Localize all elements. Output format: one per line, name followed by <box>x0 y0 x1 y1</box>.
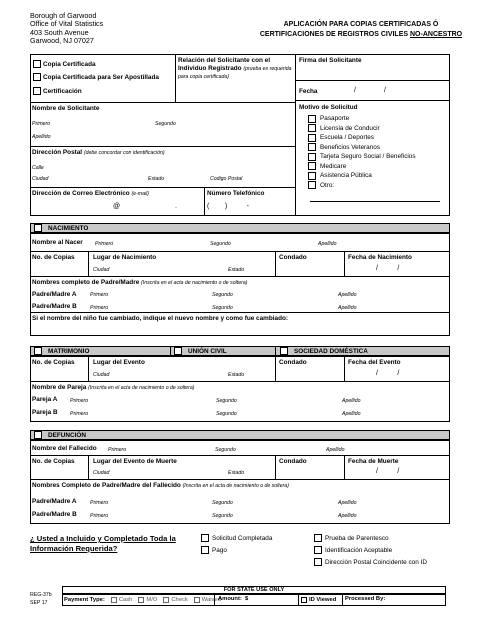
proof-relationship-checkbox[interactable] <box>314 534 322 542</box>
marriage-section-header <box>30 346 450 356</box>
reason-list <box>308 114 416 190</box>
marriage-title: MATRIMONIO <box>48 347 90 355</box>
check-label: Check <box>171 597 188 603</box>
birth-first: Primero <box>95 241 114 247</box>
city-label: Ciudad <box>32 176 49 182</box>
veterans-checkbox[interactable] <box>308 143 316 151</box>
reason-option: Asistencia Pública <box>320 172 372 180</box>
certification-checkbox[interactable] <box>33 87 41 95</box>
completed-form-label: Solicitud Completada <box>212 534 273 542</box>
certified-copy-checkbox[interactable] <box>33 60 41 68</box>
form-id: REG-37b <box>30 592 52 598</box>
couple-a-second: Segundo <box>216 398 237 404</box>
couple-b: Pareja B <box>32 409 58 416</box>
reason-option: Licensia de Conducir <box>320 124 380 132</box>
applicant-name-label: Nombre de Solicitante <box>32 105 100 112</box>
email-at: @ <box>113 203 121 210</box>
payment-type-label: Payment Type: <box>64 597 105 603</box>
birth-section-header <box>30 223 450 233</box>
birth-parent-a-last: Apellido <box>338 292 357 298</box>
deceased-parents-label: Nombres Completo de Padre/Madre del Fallecido (Inscrita en el acta de nacimiento o de soltera) <box>32 482 289 489</box>
marriage-county-label: Condado <box>279 359 307 366</box>
death-county-label: Condado <box>279 458 307 465</box>
office-line: Borough of Garwood <box>30 11 97 20</box>
death-date-label: Fecha de Muerte <box>348 458 399 465</box>
id-viewed-label: ID Viewed <box>309 597 337 603</box>
processed-by-label: Processed By: <box>345 596 386 602</box>
deceased-first: Primero <box>108 447 127 453</box>
signature-label: Firma del Solicitante <box>299 57 362 64</box>
street-label: Calle <box>32 165 44 171</box>
title-line-2 <box>256 30 466 40</box>
birth-state: Estado <box>228 267 245 273</box>
applicant-last-label: Apellido <box>32 134 51 140</box>
deceased-parent-b-last: Apellido <box>338 513 357 519</box>
reason-option: Tarjeta Seguro Social / Beneficios <box>320 153 416 161</box>
office-address <box>30 12 103 46</box>
date-label: Fecha <box>299 88 318 95</box>
couple-a: Pareja A <box>32 396 58 403</box>
form-date: SEP 17 <box>30 600 48 606</box>
id-viewed-checkbox[interactable] <box>301 597 307 603</box>
check-checkbox[interactable] <box>163 597 169 603</box>
birth-date-slashes: / / <box>376 265 400 272</box>
birth-parent-b-last: Apellido <box>338 305 357 311</box>
office-line: Office of Vital Statistics <box>30 19 104 29</box>
birth-parent-a-first: Primero <box>90 292 109 298</box>
license-checkbox[interactable] <box>308 124 316 132</box>
reason-option: Pasaporte <box>320 115 350 123</box>
checklist-question: ¿ Usted a Incluido y Completado Toda la Información Requerida? <box>30 534 176 553</box>
payment-checkbox[interactable] <box>201 546 209 554</box>
birth-county-label: Condado <box>279 254 307 261</box>
birth-parent-a-second: Segundo <box>212 292 233 298</box>
matching-address-checkbox[interactable] <box>314 558 322 566</box>
birth-copies-label: No. de Copias <box>32 254 75 261</box>
zip-label: Codigo Postal <box>210 176 243 182</box>
deceased-parent-a: Padre/Madre A <box>32 498 77 505</box>
other-reason-line <box>310 201 440 202</box>
reason-option: Medicare <box>320 162 347 170</box>
birth-city: Ciudad <box>93 267 110 273</box>
reason-option: Escuela / Deportes <box>320 134 374 142</box>
deceased-name-label: Nombre del Fallecido <box>32 445 97 452</box>
office-line: Garwood, NJ 07027 <box>30 36 94 46</box>
domestic-partnership-title: SOCIEDAD DOMÉSTICA <box>294 347 368 355</box>
title-line-1: APLICACIÓN PARA COPIAS CERTIFICADAS Ó <box>283 21 439 28</box>
payment-label: Pago <box>212 546 227 554</box>
completed-form-checkbox[interactable] <box>201 534 209 542</box>
birth-parent-b: Padre/Madre B <box>32 303 77 310</box>
address-label: Dirección Postal (debe concordar con identificación) <box>32 149 165 156</box>
school-checkbox[interactable] <box>308 134 316 142</box>
birth-name-changed: Si el nombre del niño fue cambiado, indique el nuevo nombre y como fue cambiado: <box>32 315 289 322</box>
birth-parents-label: Nombres completo de Padre/Madre (Inscrita en el acta de nacimiento o de soltera) <box>32 279 248 286</box>
marriage-copies-label: No. de Copias <box>32 359 75 366</box>
state-label: Estado <box>148 176 165 182</box>
date-slash-2: / <box>384 87 386 94</box>
email-label: Dirección de Correo Electrónico (e-mail) <box>32 190 150 197</box>
death-city: Ciudad <box>93 470 110 476</box>
deceased-second: Segundo <box>215 447 236 453</box>
email-dot: . <box>175 203 177 210</box>
death-checkbox[interactable] <box>34 431 42 439</box>
title-prefix: CERTIFICACIONES DE REGISTROS CIVILES <box>259 31 410 38</box>
birth-parent-b-first: Primero <box>90 305 109 311</box>
domestic-partnership-checkbox[interactable] <box>280 347 288 355</box>
birth-name-label: Nombre al Nacer <box>32 239 83 246</box>
birth-second: Segundo <box>210 241 231 247</box>
marriage-checkbox[interactable] <box>34 347 42 355</box>
mo-label: M/O <box>146 597 158 603</box>
deceased-parent-b-second: Segundo <box>212 513 233 519</box>
couple-b-first: Primero <box>70 411 89 417</box>
social-security-checkbox[interactable] <box>308 153 316 161</box>
other-checkbox[interactable] <box>308 181 316 189</box>
deceased-parent-b-first: Primero <box>90 513 109 519</box>
relation-label: Relación del Solicitante con el Individuo Registrado (prueba es requerida para copia certificada) <box>178 57 292 80</box>
marriage-date-label: Fecha del Evento <box>348 359 401 366</box>
birth-parent-b-second: Segundo <box>212 305 233 311</box>
date-slash-1: / <box>354 87 356 94</box>
birth-checkbox[interactable] <box>34 224 42 232</box>
deceased-parent-a-second: Segundo <box>212 500 233 506</box>
marriage-state: Estado <box>228 372 245 378</box>
acceptable-id-label: Identificación Aceptable <box>325 546 393 554</box>
certified-copy-label: Copia Certificada <box>43 61 96 68</box>
birth-section-title: NACIMIENTO <box>48 224 89 232</box>
medicare-checkbox[interactable] <box>308 162 316 170</box>
couple-b-second: Segundo <box>216 411 237 417</box>
amount-label: Amount: $ <box>218 596 249 602</box>
deceased-last: Apellido <box>326 447 345 453</box>
death-title: DEFUNCIÓN <box>48 431 86 439</box>
passport-checkbox[interactable] <box>308 115 316 123</box>
death-copies-label: No. de Copias <box>32 458 75 465</box>
reason-option: Beneficios Veteranos <box>320 143 381 151</box>
apostille-copy-label: Copia Certificada para Ser Apostillada <box>43 74 159 81</box>
deceased-parent-b: Padre/Madre B <box>32 511 77 518</box>
couple-a-last: Apellido <box>342 398 361 404</box>
id-viewed <box>301 595 336 605</box>
marriage-city: Ciudad <box>93 372 110 378</box>
death-place-label: Lugar del Evento de Muerte <box>93 458 177 465</box>
marriage-date-slashes: / / <box>376 370 400 377</box>
civil-union-checkbox[interactable] <box>174 347 182 355</box>
couple-label: Nombre de Pareja (Inscrita en el acta de nacimiento o de soltera) <box>32 384 195 391</box>
birth-parent-a: Padre/Madre A <box>32 291 77 298</box>
birth-place-label: Lugar de Nacimiento <box>93 254 157 261</box>
applicant-first-label: Primero <box>32 121 51 127</box>
public-assistance-checkbox[interactable] <box>308 172 316 180</box>
death-state: Estado <box>228 470 245 476</box>
waived-checkbox[interactable] <box>194 597 200 603</box>
death-section-header <box>30 430 450 440</box>
apostille-copy-checkbox[interactable] <box>33 73 41 81</box>
marriage-place-label: Lugar del Evento <box>93 359 145 366</box>
death-date-slashes: / / <box>376 468 400 475</box>
matching-address-label: Dirección Postal Coincidente con ID <box>325 558 427 566</box>
form-title <box>256 20 466 40</box>
reason-label: Motivo de Solicitud <box>299 104 358 111</box>
mo-checkbox[interactable] <box>138 597 144 603</box>
proof-relationship-label: Prueba de Parentesco <box>325 534 389 542</box>
birth-last: Apellido <box>318 241 337 247</box>
title-underlined: NO-ANCESTRO <box>410 31 463 38</box>
deceased-parent-a-first: Primero <box>90 500 109 506</box>
birth-date-label: Fecha de Nacimiento <box>348 254 412 261</box>
state-use-label: FOR STATE USE ONLY <box>223 587 285 593</box>
office-line: 403 South Avenue <box>30 27 89 37</box>
reason-option: Otro: <box>320 181 335 189</box>
applicant-second-label: Segundo <box>155 121 176 127</box>
certification-label: Certificación <box>43 88 82 95</box>
cash-label: Cash <box>118 597 133 603</box>
couple-b-last: Apellido <box>342 411 361 417</box>
couple-a-first: Primero <box>70 398 89 404</box>
phone-label: Número Telefónico <box>207 190 265 197</box>
phone-mask: ( ) - <box>207 203 249 210</box>
cash-checkbox[interactable] <box>111 597 117 603</box>
deceased-parent-a-last: Apellido <box>338 500 357 506</box>
acceptable-id-checkbox[interactable] <box>314 546 322 554</box>
payment-type-row <box>64 595 221 605</box>
waived-label: Waived <box>201 597 221 603</box>
civil-union-title: UNIÓN CIVIL <box>188 347 227 355</box>
